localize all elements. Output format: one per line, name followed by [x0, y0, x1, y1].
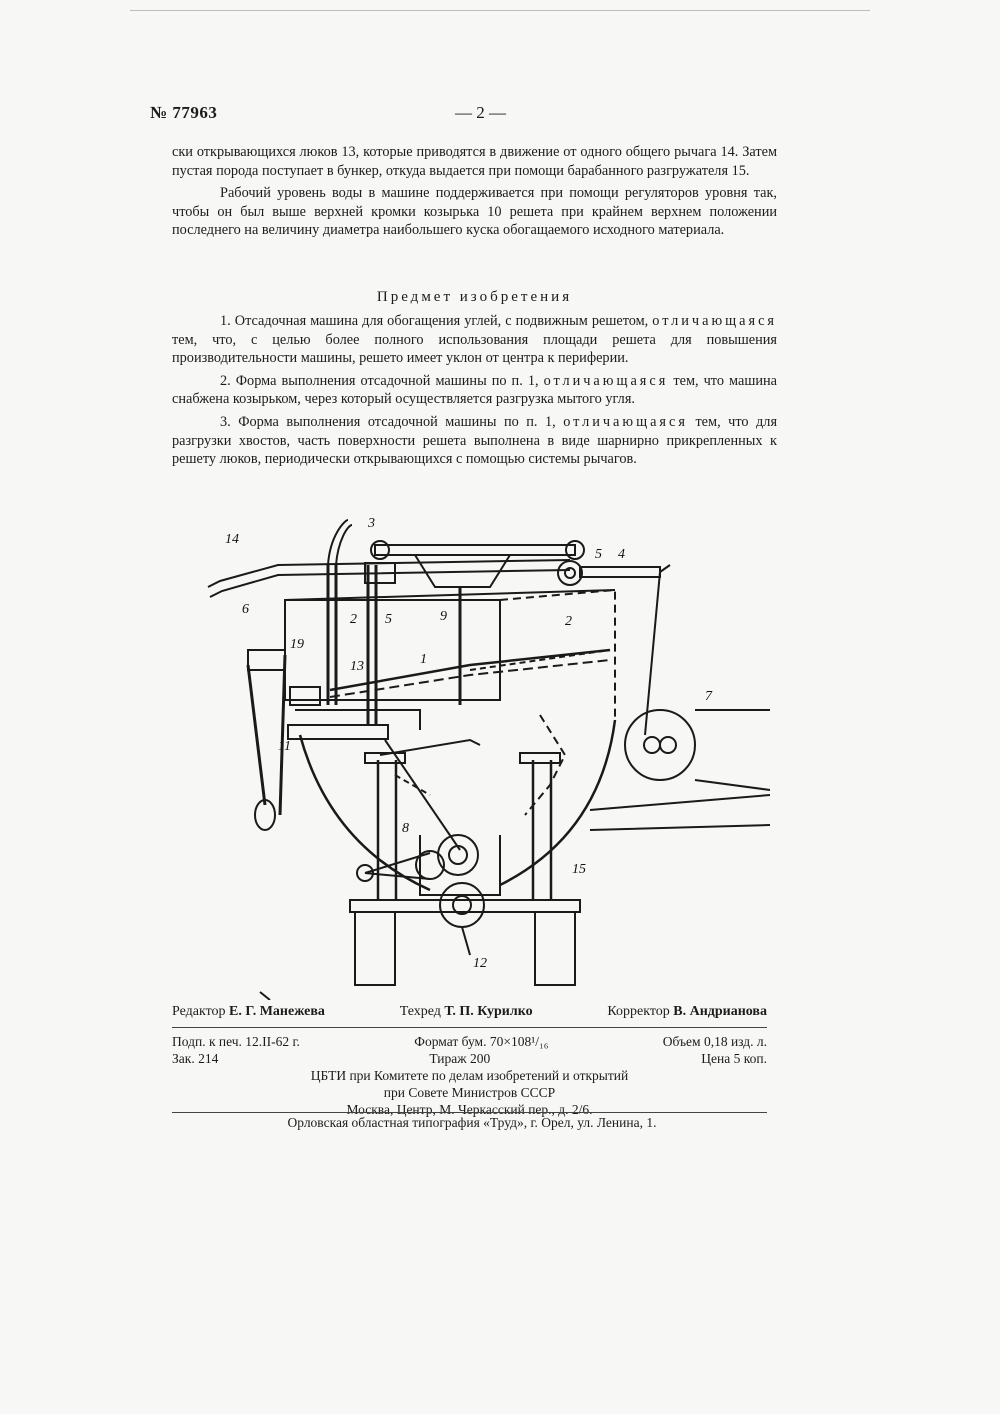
fig-label-12: 12 — [473, 956, 487, 971]
top-rule — [130, 10, 870, 11]
paragraph-water-level: Рабочий уровень воды в машине поддерживается при помощи регуляторов уровня так, чтобы он был выше верхней кромки козырька 10 решета при крайнем верхнем положении последнего на величину диаметра наибольшего куска обогащаемого исходного материала. — [172, 185, 777, 239]
claim-1-emphasis: отличающаяся — [652, 313, 778, 329]
imprint-rule — [172, 1112, 767, 1113]
imprint-address: Москва, Центр, М. Черкасский пер., д. 2/6. — [346, 1102, 593, 1117]
claims — [172, 312, 777, 473]
claim-2-emphasis: отличающаяся — [543, 372, 669, 389]
fig-label-15: 15 — [572, 862, 586, 877]
section-heading: Предмет изобретения — [376, 289, 573, 305]
imprint-order: Зак. 214 — [172, 1051, 219, 1066]
fig-label-6: 6 — [242, 602, 249, 617]
techred-label: Техред — [399, 1004, 441, 1019]
fig-label-9: 9 — [440, 609, 447, 624]
imprint-circulation: Тираж 200 — [429, 1051, 491, 1066]
fig-label-8: 8 — [402, 821, 409, 836]
claim-2-start: 2. Форма выполнения отсадочной машины по п. 1, — [220, 372, 539, 389]
claim-3-start: 3. Форма выполнения отсадочной машины по п. 1, — [220, 413, 556, 430]
corrector — [607, 1004, 767, 1020]
imprint-row-2 — [172, 1050, 767, 1067]
imprint-org-2: при Совете Министров СССР — [383, 1085, 556, 1100]
techred-name: Т. П. Курилко — [444, 1004, 533, 1019]
corrector-label: Корректор — [607, 1004, 670, 1019]
body-text — [172, 143, 777, 244]
fig-label-14: 14 — [225, 532, 239, 547]
corrector-name: В. Андрианова — [673, 1004, 767, 1019]
credits-line — [172, 1004, 767, 1020]
claim-2 — [172, 372, 777, 409]
claim-1-start: 1. Отсадочная машина для обогащения углей, с подвижным решетом, — [220, 313, 649, 329]
fig-label-11: 11 — [278, 739, 291, 754]
editor — [172, 1004, 325, 1020]
claim-3-end: тем, что для разгрузки хвостов, часть поверхности решета выполнена в виде шарнирно прикрепленных к решету люков, периодически открывающихся с помощью системы рычагов. — [172, 413, 778, 468]
fig-label-4: 4 — [618, 547, 625, 562]
machine-drawing — [170, 505, 770, 1000]
editor-label: Редактор — [172, 1004, 226, 1019]
imprint-format: Формат бум. 70×108¹/₁₆ — [414, 1034, 549, 1049]
imprint-signed: Подп. к печ. 12.II-62 г. — [172, 1034, 300, 1049]
fig-label-5-right: 5 — [595, 547, 602, 562]
claim-1-end: тем, что, с целью более полного использования площади решета для повышения производительности машины, решето имеет уклон от центра к периферии. — [172, 331, 777, 367]
imprint-org-1: ЦБТИ при Комитете по делам изобретений и открытий — [310, 1068, 629, 1083]
imprint-price: Цена 5 коп. — [701, 1051, 767, 1066]
techred — [400, 1004, 533, 1020]
fig-label-2-left: 2 — [350, 612, 357, 627]
fig-label-5-left: 5 — [385, 612, 392, 627]
imprint-volume: Объем 0,18 изд. л. — [662, 1034, 767, 1049]
fig-label-2-right: 2 — [565, 614, 572, 629]
paragraph-continuation: ски открывающихся люков 13, которые приводятся в движение от одного общего рычага 14. Затем пустая порода поступает в бункер, откуда выдается при помощи барабанного разгружателя 15. — [172, 144, 777, 179]
fig-label-7: 7 — [705, 689, 712, 704]
credits-rule — [172, 1027, 767, 1028]
printer-line: Орловская областная типография «Труд», г. Орел, ул. Ленина, 1. — [287, 1115, 657, 1130]
claim-3-emphasis: отличающаяся — [563, 413, 688, 430]
fig-label-19: 19 — [290, 637, 304, 652]
page-number: — 2 — — [455, 103, 506, 122]
claim-1 — [172, 312, 777, 368]
patent-number: № 77963 — [150, 103, 218, 122]
fig-label-3: 3 — [368, 516, 375, 531]
fig-label-13: 13 — [350, 659, 364, 674]
fig-label-1: 1 — [420, 652, 427, 667]
imprint-row-1 — [172, 1033, 767, 1050]
claim-3 — [172, 413, 777, 469]
claim-2-end: тем, что машина снабжена козырьком, через который осуществляется разгрузка мытого угля. — [172, 372, 778, 408]
editor-name: Е. Г. Манежева — [229, 1004, 325, 1019]
imprint — [172, 1033, 767, 1118]
